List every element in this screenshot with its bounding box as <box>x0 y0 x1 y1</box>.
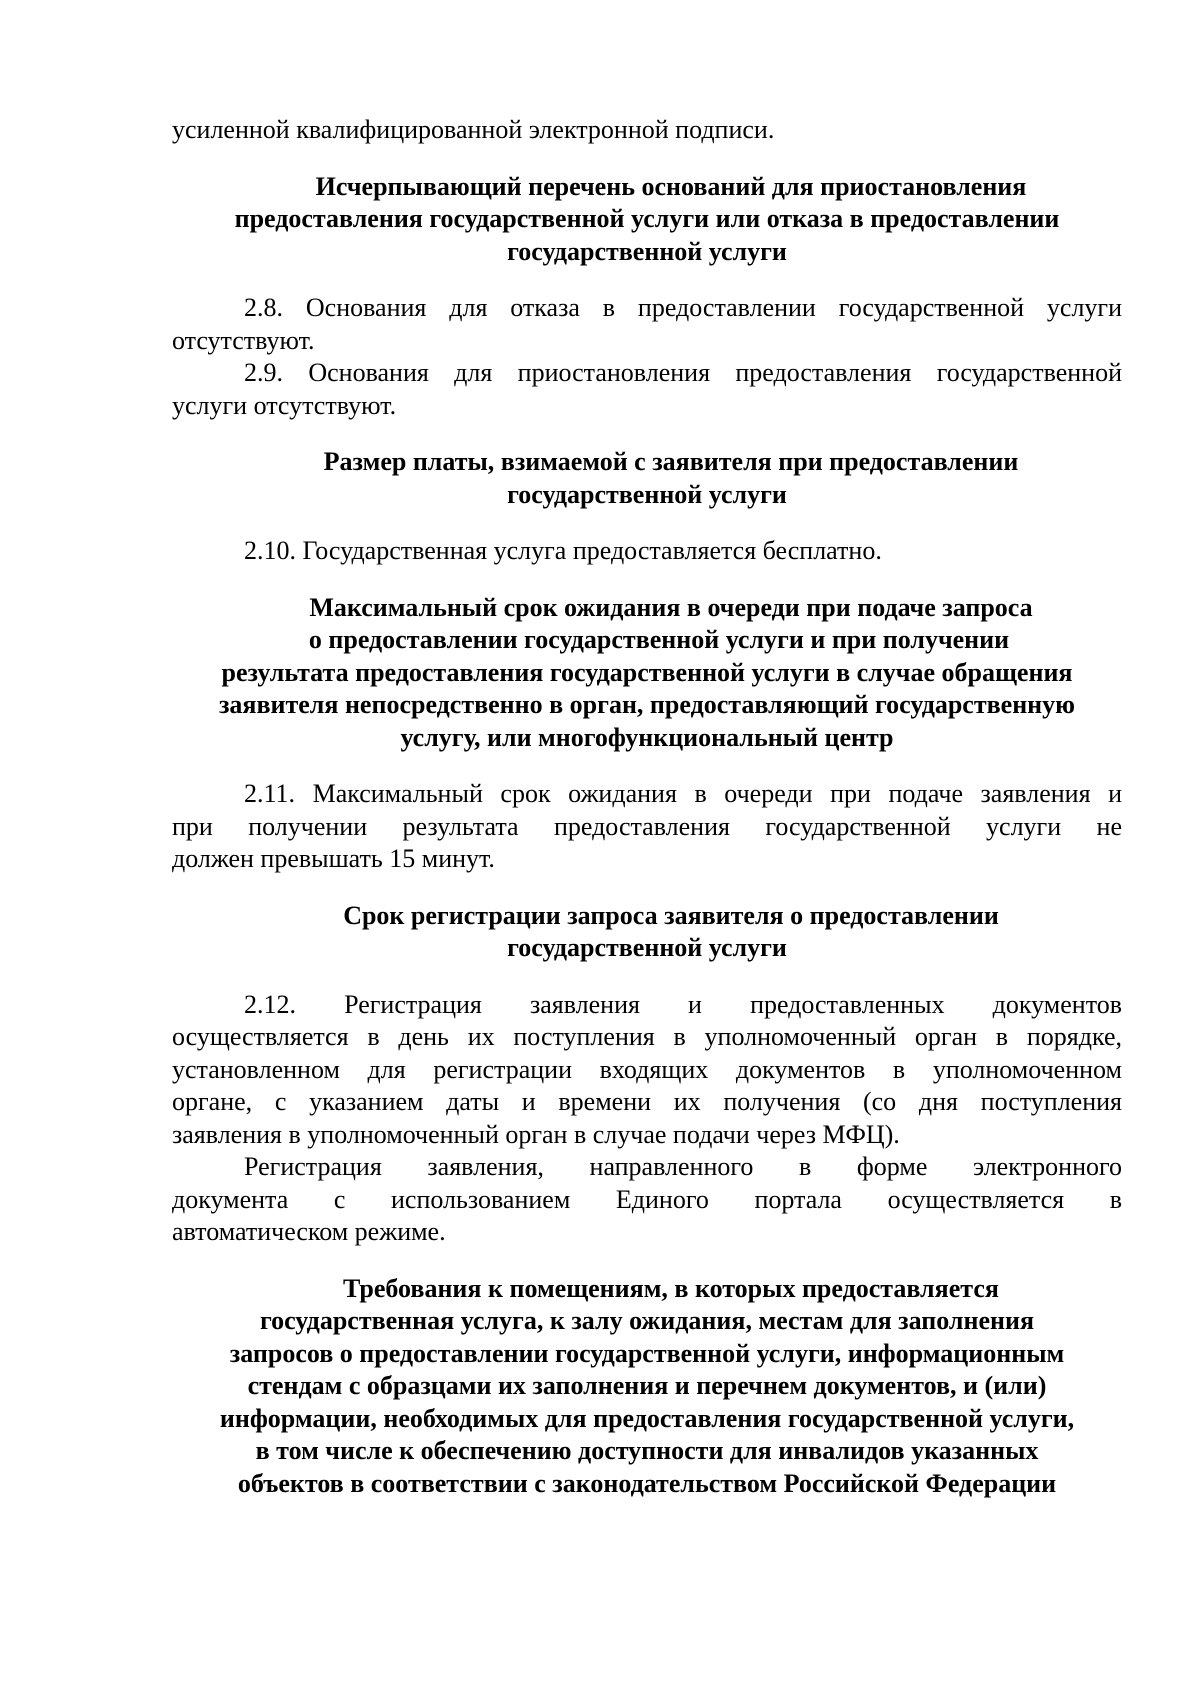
section-heading <box>172 171 1122 269</box>
section-registration-term <box>172 900 1122 1249</box>
heading-line: государственная услуга, к залу ожидания, местам для заполнения <box>259 1306 1035 1335</box>
heading-line: о предоставлении государственной услуги и при получении <box>308 625 1010 654</box>
heading-line: государственной услуги <box>507 236 787 266</box>
text-line: 2.8. Основания для отказа в предоставлении государственной услуги <box>244 293 1122 322</box>
heading-line: информации, необходимых для предоставления государственной услуги, <box>219 1403 1075 1433</box>
heading-line: Исчерпывающий перечень оснований для приостановления <box>315 171 1027 201</box>
heading-line: Максимальный срок ожидания в очереди при подаче запроса <box>309 592 1033 622</box>
text-line: 2.10. Государственная услуга предоставляется бесплатно. <box>244 536 882 565</box>
heading-line: стендам с образцами их заполнения и перечнем документов, и (или) <box>247 1371 1047 1400</box>
section-heading <box>172 900 1122 965</box>
heading-line: запросов о предоставлении государственной услуги, информационным <box>229 1338 1065 1368</box>
heading-line: результата предоставления государственной услуги в случае обращения <box>221 657 1073 687</box>
section-premises-requirements <box>172 1273 1122 1501</box>
section-heading <box>172 592 1122 755</box>
heading-line: объектов в соответствии с законодательством Российской Федерации <box>237 1468 1057 1498</box>
text-line: органе, с указанием даты и времени их получения (со дня поступления <box>172 1087 1122 1116</box>
paragraph-2-12 <box>172 989 1122 1152</box>
paragraph-2-10 <box>172 535 1122 568</box>
heading-line: Требования к помещениям, в которых предоставляется <box>343 1273 999 1303</box>
text-line: усиленной квалифицированной электронной подписи. <box>172 115 775 144</box>
text-line: услуги отсутствуют. <box>172 390 397 420</box>
text-line: 2.12. Регистрация заявления и предоставленных документов <box>244 989 1122 1019</box>
text-line: автоматическом режиме. <box>172 1217 446 1246</box>
text-line: должен превышать 15 минут. <box>172 844 495 873</box>
text-line: заявления в уполномоченный орган в случае подачи через МФЦ). <box>172 1119 900 1149</box>
text-line: 2.11. Максимальный срок ожидания в очереди при подаче заявления и <box>244 779 1122 808</box>
heading-line: Срок регистрации запроса заявителя о предоставлении <box>343 900 999 930</box>
section-fee <box>172 446 1122 568</box>
section-heading <box>172 446 1122 511</box>
text-line: документа с использованием Единого портала осуществляется в <box>172 1184 1122 1214</box>
paragraph-2-11 <box>172 778 1122 876</box>
text-line: установленном для регистрации входящих документов в уполномоченном <box>172 1054 1122 1084</box>
text-line: при получении результата предоставления государственной услуги не <box>172 811 1122 841</box>
heading-line: государственной услуги <box>507 933 787 962</box>
heading-line: Размер платы, взимаемой с заявителя при предоставлении <box>323 447 1019 476</box>
text-line: осуществляется в день их поступления в уполномоченный орган в порядке, <box>172 1022 1122 1051</box>
paragraph-2-9 <box>172 357 1122 422</box>
heading-line: заявителя непосредственно в орган, предоставляющий государственную <box>218 690 1076 719</box>
section-heading <box>172 1273 1122 1501</box>
opening-line <box>172 114 1122 147</box>
document-body <box>172 114 1122 1500</box>
heading-line: услугу, или многофункциональный центр <box>400 722 894 752</box>
heading-line: предоставления государственной услуги или отказа в предоставлении <box>234 204 1060 233</box>
text-line: Регистрация заявления, направленного в форме электронного <box>244 1152 1122 1181</box>
section-suspension-grounds <box>172 171 1122 423</box>
heading-line: государственной услуги <box>507 479 787 509</box>
paragraph-electronic-registration <box>172 1151 1122 1249</box>
text-line: отсутствуют. <box>172 325 315 355</box>
heading-line: в том числе к обеспечению доступности для инвалидов указанных <box>255 1436 1039 1465</box>
text-line: 2.9. Основания для приостановления предоставления государственной <box>244 358 1122 387</box>
section-max-waiting-time <box>172 592 1122 876</box>
paragraph-2-8 <box>172 292 1122 357</box>
